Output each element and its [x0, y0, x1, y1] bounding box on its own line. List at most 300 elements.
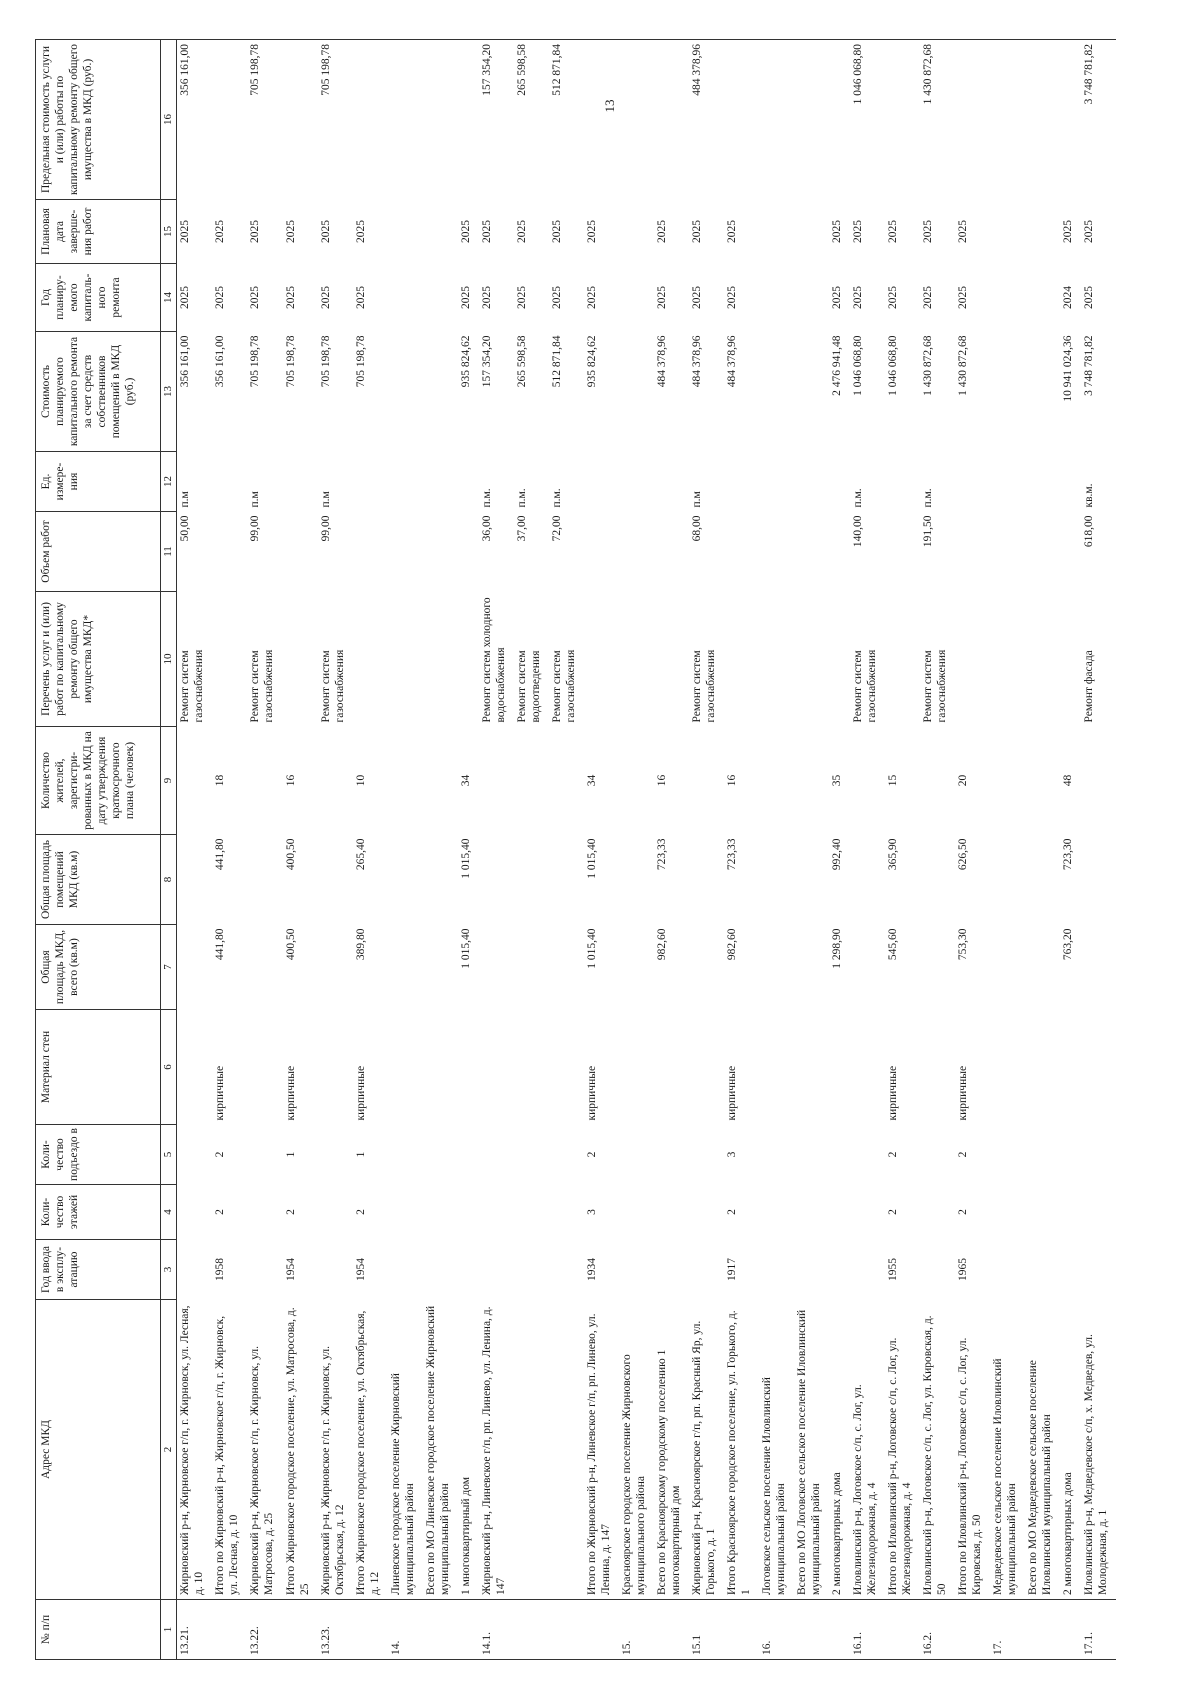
table-cell [177, 727, 213, 835]
table-row [458, 40, 479, 1660]
header-row [36, 40, 161, 1660]
table-cell: Логовское сельское поселение Иловлинский муниципальный район [760, 1377, 787, 1595]
table-cell: Ремонт фасада [1083, 650, 1096, 723]
table-cell: 992,40 [830, 838, 843, 871]
table-cell [423, 727, 458, 835]
table-cell: 1 многоквартирный дом [459, 1476, 472, 1595]
table-cell [423, 200, 458, 264]
table-cell: 1 046 068,80 [887, 335, 900, 396]
table-cell [458, 1010, 479, 1125]
table-cell [1060, 512, 1081, 592]
table-cell: п.м. [515, 488, 528, 508]
column-header: Коли-чество подъездо в [36, 1125, 161, 1185]
table-cell [514, 835, 549, 925]
table-cell [177, 1240, 213, 1300]
table-cell [955, 452, 990, 512]
table-cell [458, 1240, 479, 1300]
table-cell [584, 1600, 619, 1660]
table-row [990, 40, 1025, 1660]
table-cell [1025, 1600, 1060, 1660]
table-cell: 2 [725, 1209, 738, 1215]
table-cell: 1 [284, 1151, 297, 1158]
table-cell [584, 512, 619, 592]
table-cell: 441,80 [214, 928, 227, 961]
table-cell [549, 727, 584, 835]
table-cell: Линевское городское поселение Жирновский муниципальный район [389, 1373, 416, 1595]
table-cell: 2025 [690, 220, 703, 243]
table-cell [794, 40, 829, 200]
column-header: Материал стен [36, 1010, 161, 1125]
table-cell: 13.23. [318, 1600, 353, 1660]
table-cell [990, 592, 1025, 727]
table-cell [990, 200, 1025, 264]
table-cell [1025, 512, 1060, 592]
table-cell: 2025 [957, 286, 970, 309]
table-cell: Ремонт систем газоснабжения [550, 649, 577, 723]
table-cell [1025, 332, 1060, 452]
table-row [247, 40, 282, 1660]
table-cell [990, 332, 1025, 452]
table-cell [619, 835, 654, 925]
table-cell: кирпичные [887, 1065, 900, 1121]
table-cell: кирпичные [214, 1065, 227, 1121]
table-cell [794, 512, 829, 592]
table-cell: 37,00 [515, 515, 528, 542]
table-cell [1081, 835, 1116, 925]
table-cell [177, 1125, 213, 1185]
table-cell [1081, 1010, 1116, 1125]
table-cell: кв.м. [1083, 483, 1096, 508]
table-cell: Жирновский р-н, Жирновское г/п, г. Жирновск, ул. Лесная, д. 10 [179, 1305, 206, 1595]
table-cell [619, 1240, 654, 1300]
table-cell [759, 1010, 794, 1125]
table-cell: Итого по Жирновский р-н, Линевское г/п, рп. Линево, ул. Ленина, д. 147 [585, 1313, 612, 1595]
table-cell [247, 1010, 282, 1125]
table-cell: 1954 [284, 1258, 297, 1281]
table-cell [619, 592, 654, 727]
table-cell [619, 1185, 654, 1240]
table-row [514, 40, 549, 1660]
table-cell [689, 1125, 724, 1185]
table-cell [794, 1240, 829, 1300]
table-cell [388, 200, 423, 264]
table-cell [247, 727, 282, 835]
table-cell: кирпичные [284, 1065, 297, 1121]
table-row [850, 40, 885, 1660]
table-cell: 1 430 872,68 [957, 335, 970, 396]
table-cell [619, 452, 654, 512]
table-cell: 2 476 941,48 [830, 335, 843, 396]
column-number-row [161, 40, 177, 1660]
table-cell: 2025 [830, 286, 843, 309]
table-row [353, 40, 388, 1660]
column-header: Перечень услуг и (или) работ по капитальному ремонту общего имущества МКД* [36, 592, 161, 727]
table-cell: п.м [319, 491, 332, 508]
table-cell: 2 [214, 1151, 227, 1158]
table-cell [318, 925, 353, 1010]
table-cell [885, 1600, 920, 1660]
table-cell: Всего по МО Медведевское сельское поселение Иловлинский муниципальный район [1027, 1360, 1054, 1595]
table-cell [794, 452, 829, 512]
table-cell: Иловлинский р-н, Логовское с/п, с. Лог, ул. Железнодорожная, д. 4 [852, 1384, 879, 1595]
table-cell [514, 1300, 549, 1600]
table-cell [283, 512, 318, 592]
column-header: Год планиру-емого капиталь-ного ремонта [36, 264, 161, 332]
table-cell [423, 452, 458, 512]
table-cell [990, 835, 1025, 925]
table-cell: 17.1. [1081, 1600, 1116, 1660]
table-cell [759, 512, 794, 592]
table-cell: 512 871,84 [549, 40, 584, 200]
table-cell: 1 430 872,68 [922, 335, 935, 396]
table-cell: 1 430 872,68 [920, 40, 955, 200]
column-header: Ед. измере-ния [36, 452, 161, 512]
table-cell: 356 161,00 [177, 40, 213, 200]
table-cell [724, 512, 759, 592]
table-cell: 2025 [585, 286, 598, 309]
table-cell [212, 1600, 247, 1660]
table-cell [353, 592, 388, 727]
table-cell [1081, 1240, 1116, 1300]
table-cell: п.м. [922, 488, 935, 508]
table-cell [619, 200, 654, 264]
table-row [724, 40, 759, 1660]
table-cell [423, 1240, 458, 1300]
table-cell [388, 1240, 423, 1300]
table-cell: 17. [990, 1600, 1025, 1660]
table-cell: 400,50 [284, 928, 297, 961]
table-cell [955, 512, 990, 592]
table-cell [1025, 727, 1060, 835]
table-row [955, 40, 990, 1660]
table-cell: 365,90 [887, 838, 900, 871]
table-cell [388, 925, 423, 1010]
table-cell: Ремонт систем газоснабжения [690, 649, 717, 723]
table-cell [283, 592, 318, 727]
table-cell [1025, 40, 1060, 200]
table-cell [177, 925, 213, 1010]
table-cell: 2025 [480, 286, 493, 309]
table-cell [724, 1600, 759, 1660]
column-number: 4 [161, 1185, 177, 1240]
table-cell [850, 1240, 885, 1300]
table-cell [619, 40, 654, 200]
table-cell [920, 1185, 955, 1240]
table-cell [423, 264, 458, 332]
table-cell: 356 161,00 [179, 335, 192, 388]
table-cell: 2 [887, 1151, 900, 1158]
table-cell: 2025 [887, 286, 900, 309]
table-cell: 2025 [852, 286, 864, 309]
table-row [689, 40, 724, 1660]
table-cell [479, 1010, 514, 1125]
table-cell [920, 1010, 955, 1125]
table-cell: 2025 [690, 286, 703, 309]
column-header: Стоимость планируемого капитального ремонта за счет средств собственников помещений в МКД (руб.) [36, 332, 161, 452]
table-cell: Итого по Жирновский р-н, Жирновское г/п, г. Жирновск, ул. Лесная, д. 10 [214, 1315, 241, 1595]
table-row [759, 40, 794, 1660]
table-cell [850, 925, 885, 1010]
table-cell: кирпичные [354, 1065, 367, 1121]
table-cell: Иловлинский р-н, Логовское с/п, с. Лог, ул. Кировская, д. 50 [922, 1315, 949, 1595]
table-cell [689, 925, 724, 1010]
table-cell [850, 1185, 885, 1240]
table-cell: 982,60 [725, 928, 738, 961]
table-cell: 705 198,78 [284, 335, 297, 388]
table-cell: п.м [249, 491, 262, 508]
table-cell [654, 1185, 689, 1240]
table-cell: 2025 [459, 220, 472, 243]
table-cell: 2025 [887, 220, 900, 243]
table-cell [829, 1125, 850, 1185]
table-cell [654, 512, 689, 592]
table-cell: 14.1. [479, 1600, 514, 1660]
table-cell: 13.22. [247, 1600, 282, 1660]
table-cell: 157 354,20 [480, 335, 493, 388]
table-header [36, 40, 177, 1660]
table-cell: 618,00 [1083, 515, 1096, 548]
table-cell [1081, 925, 1116, 1010]
table-cell: 15 [887, 774, 900, 787]
table-row [549, 40, 584, 1660]
table-cell: 10 [354, 774, 367, 787]
table-cell [920, 727, 955, 835]
table-cell [1060, 1185, 1081, 1240]
column-number: 16 [161, 40, 177, 200]
table-cell: 2025 [179, 220, 192, 243]
table-cell [514, 727, 549, 835]
table-cell [423, 1185, 458, 1240]
table-cell [212, 40, 247, 200]
table-cell [388, 1010, 423, 1125]
table-cell [990, 1125, 1025, 1185]
table-cell [423, 925, 458, 1010]
table-cell [318, 835, 353, 925]
table-cell [990, 925, 1025, 1010]
table-cell [990, 452, 1025, 512]
table-cell: 2025 [515, 286, 528, 309]
table-cell [388, 592, 423, 727]
table-cell: 2 [354, 1209, 367, 1215]
table-cell: 50,00 [179, 515, 192, 542]
table-cell [885, 592, 920, 727]
table-cell: кирпичные [957, 1065, 970, 1121]
table-cell: 2024 [1062, 286, 1075, 309]
table-cell [247, 925, 282, 1010]
table-cell [549, 835, 584, 925]
table-cell: 2025 [354, 220, 367, 243]
table-cell: 2025 [655, 286, 668, 309]
table-cell [794, 835, 829, 925]
table-cell [1025, 1185, 1060, 1240]
table-cell: 1 [354, 1151, 367, 1158]
column-number: 14 [161, 264, 177, 332]
table-cell: 1 298,90 [830, 928, 843, 969]
table-cell: 99,00 [319, 515, 332, 542]
column-header: Количество жителей, зарегистри-рованных в МКД на дату утверждения краткосрочного плана (человек) [36, 727, 161, 835]
table-cell [990, 512, 1025, 592]
table-cell [353, 1600, 388, 1660]
table-cell: 14. [388, 1600, 423, 1660]
table-cell [458, 1600, 479, 1660]
table-row [1081, 40, 1116, 1660]
column-number: 9 [161, 727, 177, 835]
table-cell: 1 015,40 [585, 928, 598, 969]
table-cell [654, 1010, 689, 1125]
table-cell [619, 1010, 654, 1125]
table-cell [689, 1185, 724, 1240]
table-cell: п.м. [480, 488, 493, 508]
table-cell [794, 925, 829, 1010]
column-header: Предельная стоимость услуги и (или) работы по капитальному ремонту общего имущества в МКД (руб.) [36, 40, 161, 200]
table-cell [990, 1010, 1025, 1125]
rotated-page [35, 40, 1195, 1660]
table-cell [850, 835, 885, 925]
table-cell: 10 941 024,36 [1062, 335, 1075, 402]
table-cell: Ремонт систем газоснабжения [319, 649, 346, 723]
table-cell: 2025 [515, 220, 528, 243]
table-cell: 48 [1062, 774, 1075, 787]
table-cell [1081, 1125, 1116, 1185]
table-cell: 2 многоквартирных дома [1062, 1472, 1075, 1595]
table-cell: 140,00 [852, 515, 864, 548]
table-cell: 3 748 781,82 [1083, 335, 1096, 396]
table-cell: 2025 [319, 286, 332, 309]
table-cell: 2025 [249, 286, 262, 309]
table-cell: Всего по МО Логовское сельское поселение Иловлинский муниципальный район [795, 1309, 822, 1595]
table-cell: Иловлинский р-н, Медведевское с/п, х. Медведев, ул. Молодежная, д. 1 [1083, 1334, 1110, 1595]
table-cell: 2 [887, 1209, 900, 1215]
table-cell: 16 [655, 774, 668, 787]
column-header: № п/п [36, 1600, 161, 1660]
table-cell: 705 198,78 [318, 40, 353, 200]
table-cell: Красноярское городское поселение Жирновского муниципального района [620, 1354, 647, 1595]
column-header: Адрес МКД [36, 1300, 161, 1600]
table-cell: кирпичные [725, 1065, 738, 1121]
table-cell: 16. [759, 1600, 794, 1660]
table-row [318, 40, 353, 1660]
table-cell: 36,00 [480, 515, 493, 542]
table-cell [990, 264, 1025, 332]
table-cell [318, 727, 353, 835]
table-cell [724, 40, 759, 200]
table-cell: 935 824,62 [459, 335, 472, 388]
table-cell [955, 592, 990, 727]
table-row [584, 40, 619, 1660]
table-cell [1060, 1010, 1081, 1125]
table-cell [654, 1600, 689, 1660]
table-cell [549, 1240, 584, 1300]
table-cell: Итого Красноярское городское поселение, ул. Горького, д. 1 [725, 1310, 752, 1595]
table-cell [1025, 1125, 1060, 1185]
table-cell [759, 1125, 794, 1185]
table-cell: 2025 [249, 220, 262, 243]
table-cell: 72,00 [550, 515, 563, 542]
table-cell: 1 015,40 [585, 838, 598, 879]
table-cell [759, 332, 794, 452]
table-cell [759, 1240, 794, 1300]
table-cell [759, 592, 794, 727]
table-cell [920, 925, 955, 1010]
table-cell: 982,60 [655, 928, 668, 961]
table-cell [794, 264, 829, 332]
table-cell [759, 452, 794, 512]
table-cell: 15.1 [689, 1600, 724, 1660]
table-cell [247, 1185, 282, 1240]
table-cell [479, 1240, 514, 1300]
table-cell [458, 592, 479, 727]
table-cell [423, 835, 458, 925]
table-cell [759, 925, 794, 1010]
table-cell: 545,60 [887, 928, 900, 961]
table-cell: 1 015,40 [459, 838, 472, 879]
table-cell: Жирновский р-н, Жирновское г/п, г. Жирновск, ул. Октябрьская, д. 12 [319, 1345, 346, 1595]
column-number: 1 [161, 1600, 177, 1660]
table-cell [885, 512, 920, 592]
table-cell [1025, 1240, 1060, 1300]
table-row [423, 40, 458, 1660]
table-cell [759, 264, 794, 332]
table-cell [1025, 835, 1060, 925]
table-cell [353, 40, 388, 200]
table-cell: 484 378,96 [655, 335, 668, 388]
table-cell [619, 332, 654, 452]
table-cell: 3 748 781,82 [1081, 40, 1116, 200]
table-cell [955, 1600, 990, 1660]
table-cell [318, 1240, 353, 1300]
table-row [1060, 40, 1081, 1660]
table-cell: 13.21. [177, 1600, 213, 1660]
table-cell [458, 1125, 479, 1185]
table-cell: 2025 [852, 220, 864, 243]
table-cell [1060, 40, 1081, 200]
table-cell [850, 727, 885, 835]
table-cell [388, 264, 423, 332]
table-cell: 35 [830, 774, 843, 787]
table-cell: 935 824,62 [585, 335, 598, 388]
table-cell [794, 1010, 829, 1125]
table-cell: 2025 [284, 286, 297, 309]
table-cell: 705 198,78 [354, 335, 367, 388]
table-cell: 2 [957, 1209, 970, 1215]
table-cell: Итого Жирновское городское поселение, ул. Матросова, д. 25 [284, 1307, 311, 1595]
table-cell: 1 046 068,80 [850, 40, 885, 200]
table-cell [353, 512, 388, 592]
column-header: Коли-чество этажей [36, 1185, 161, 1240]
table-cell: п.м [179, 491, 192, 508]
table-cell: 1958 [214, 1258, 227, 1281]
table-cell: Ремонт систем водоотведения [515, 650, 542, 723]
table-cell [353, 452, 388, 512]
table-cell [388, 452, 423, 512]
table-cell [549, 925, 584, 1010]
table-cell [423, 1125, 458, 1185]
table-cell [388, 512, 423, 592]
table-cell: 68,00 [690, 515, 703, 542]
column-number: 6 [161, 1010, 177, 1125]
table-cell [458, 40, 479, 200]
column-header: Общая площадь МКД, всего (кв.м) [36, 925, 161, 1010]
table-cell: 2025 [319, 220, 332, 243]
table-cell [458, 1185, 479, 1240]
table-cell [549, 1300, 584, 1600]
table-cell: 2 многоквартирных дома [830, 1472, 843, 1595]
table-row [283, 40, 318, 1660]
table-cell [549, 1185, 584, 1240]
table-cell: 1955 [887, 1258, 900, 1281]
table-cell [619, 925, 654, 1010]
table-cell [479, 1185, 514, 1240]
